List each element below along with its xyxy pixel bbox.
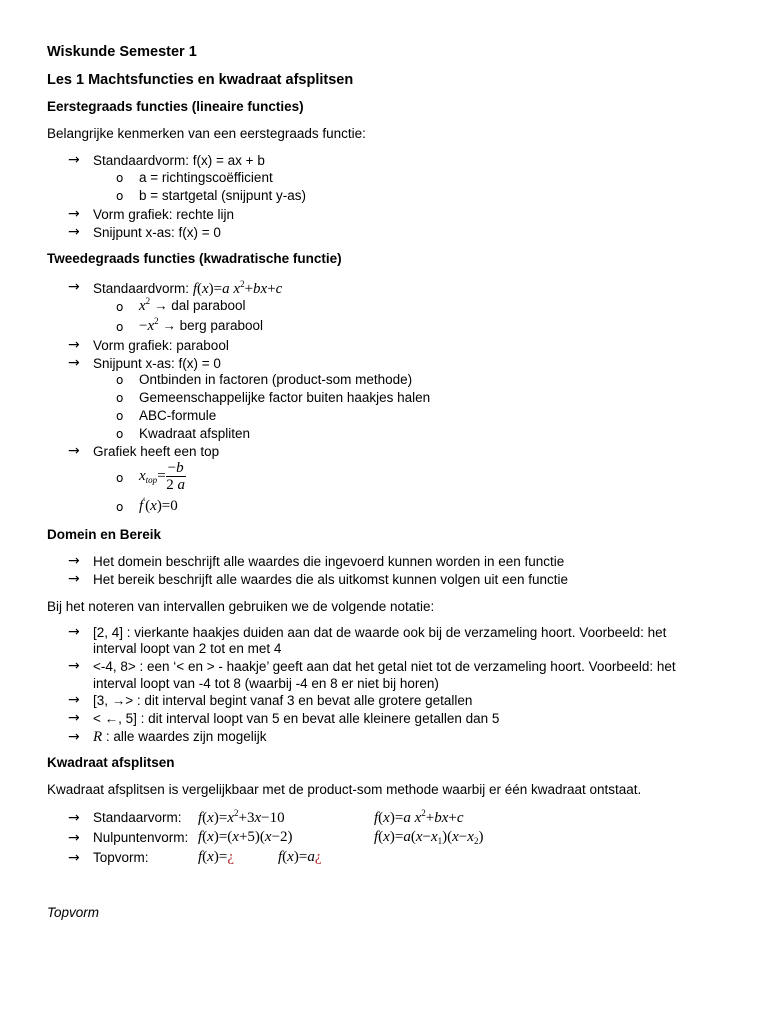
formula-derivative-zero: f′(x)=0: [139, 496, 178, 514]
circle-bullet-icon: o: [116, 373, 124, 387]
formula-x-squared: $x^2$: [139, 296, 151, 314]
arrow-bullet-icon: →: [68, 729, 80, 745]
list-item: Gemeenschappelijke factor buiten haakjes halen: [139, 390, 431, 405]
list-item: [3, →> : dit interval begint vanaf 3 en bevat alle grotere getallen: [93, 693, 473, 708]
lesson-heading: Les 1 Machtsfuncties en kwadraat afsplitsen: [47, 72, 354, 88]
arrow-bullet-icon: →: [68, 152, 80, 168]
arrow-bullet-icon: →: [68, 224, 80, 240]
circle-bullet-icon: o: [116, 171, 124, 185]
list-item: Kwadraat afspliten: [139, 426, 251, 441]
list-item: Ontbinden in factoren (product-som methode): [139, 372, 413, 387]
arrow-bullet-icon: →: [68, 810, 80, 826]
list-item: Grafiek heeft een top: [93, 444, 220, 459]
arrow-bullet-icon: →: [68, 337, 80, 353]
list-item: Vorm grafiek: parabool: [93, 338, 229, 353]
paragraph-interval-intro: Bij het noteren van intervallen gebruiken we de volgende notatie:: [47, 599, 435, 614]
list-item-continuation: interval loopt van -4 tot 8 (waarbij -4 en 8 er niet bij horen): [93, 676, 439, 691]
list-item: [2, 4] : vierkante haakjes duiden aan dat de waarde ook bij de verzameling hoort. Voorbeeld: het: [93, 625, 667, 640]
section-heading-kwadraat: Kwadraat afsplitsen: [47, 755, 175, 770]
arrow-bullet-icon: →: [68, 355, 80, 371]
formula-nulpuntenvorm-example: f(x)=(x+5)(x−2): [198, 829, 293, 845]
formula-topvorm-example: f(x)=¿: [198, 849, 234, 865]
label: Standaardvorm:: [93, 281, 190, 296]
circle-bullet-icon: o: [116, 300, 124, 314]
circle-bullet-icon: o: [116, 189, 124, 203]
section-heading-domein: Domein en Bereik: [47, 527, 162, 542]
section-heading-tweedegraads: Tweedegraads functies (kwadratische functie): [47, 251, 342, 266]
formula-standaarvorm-example: $f(x)=x^2+3x-10$: [198, 808, 285, 826]
list-item: [93, 280, 282, 298]
circle-bullet-icon: o: [116, 427, 124, 441]
paragraph-eerstegraads-intro: Belangrijke kenmerken van een eerstegraads functie:: [47, 126, 366, 141]
arrow-bullet-icon: →: [68, 658, 80, 674]
list-item: Vorm grafiek: rechte lijn: [93, 207, 235, 222]
list-item-continuation: interval loopt van 2 tot en met 4: [93, 641, 282, 656]
list-item-label: Topvorm:: [93, 850, 149, 865]
section-heading-eerstegraads: Eerstegraads functies (lineaire functies): [47, 99, 304, 114]
list-item: <-4, 8> : een ‘< en > - haakje’ geeft aan dat het getal niet tot de verzameling hoort. Voorbeeld: het: [93, 659, 676, 674]
arrow-bullet-icon: →: [68, 553, 80, 569]
list-item-label: Standaarvorm:: [93, 810, 182, 825]
symbol-real-numbers: R: [93, 729, 103, 745]
circle-bullet-icon: o: [116, 391, 124, 405]
arrow-bullet-icon: →: [68, 692, 80, 708]
formula-x-top: $x_{top}=$ $\frac{-b}{2 a}$: [139, 460, 186, 493]
circle-bullet-icon: o: [116, 500, 124, 514]
paragraph-kwadraat-intro: Kwadraat afsplitsen is vergelijkbaar met de product-som methode waarbij er één kwadraat ontstaat.: [47, 782, 642, 797]
circle-bullet-icon: o: [116, 320, 124, 334]
arrow-bullet-icon: →: [68, 624, 80, 640]
formula-standaarvorm-general: f(x)=a $x^2+bx+c$: [374, 808, 464, 826]
arrow-bullet-icon: →: [68, 830, 80, 846]
list-item: a = richtingscoëfficient: [139, 170, 273, 185]
list-item: Het bereik beschrijft alle waardes die als uitkomst kunnen volgen uit een functie: [93, 572, 569, 587]
arrow-bullet-icon: →: [68, 206, 80, 222]
formula-standard-quadratic: f(x)=a $x^2+bx+c$: [192, 279, 283, 297]
arrow-bullet-icon: →: [68, 571, 80, 587]
arrow-bullet-icon: →: [68, 443, 80, 459]
list-item: < ←, 5] : dit interval loopt van 5 en bevat alle kleinere getallen dan 5: [93, 711, 500, 726]
list-item: Snijpunt x-as: f(x) = 0: [93, 225, 221, 240]
document-title: Wiskunde Semester 1: [47, 44, 197, 60]
list-item: Snijpunt x-as: f(x) = 0: [93, 356, 221, 371]
circle-bullet-icon: o: [116, 409, 124, 423]
formula-topvorm-general: f(x)=a¿: [278, 849, 322, 865]
list-item: [139, 317, 263, 335]
formula-nulpuntenvorm-general: $f(x)=a(x-x_1)(x-x_2)$: [374, 829, 484, 846]
list-item: [139, 297, 246, 315]
circle-bullet-icon: o: [116, 471, 124, 485]
arrow-bullet-icon: →: [68, 710, 80, 726]
list-item: ABC-formule: [139, 408, 217, 423]
list-item: Het domein beschrijft alle waardes die ingevoerd kunnen worden in een functie: [93, 554, 565, 569]
arrow-bullet-icon: →: [68, 850, 80, 866]
formula-minus-x-squared: $-x^2$: [139, 316, 159, 334]
list-item: b = startgetal (snijpunt y-as): [139, 188, 306, 203]
list-item-label: Nulpuntenvorm:: [93, 830, 189, 845]
arrow-bullet-icon: →: [68, 279, 80, 295]
subheading-topvorm: Topvorm: [47, 905, 100, 920]
label: → dal parabool: [153, 298, 246, 313]
list-item: [93, 728, 267, 746]
label: → berg parabool: [162, 318, 263, 333]
list-item: Standaardvorm: f(x) = ax + b: [93, 153, 265, 168]
label: : alle waardes zijn mogelijk: [102, 729, 267, 744]
